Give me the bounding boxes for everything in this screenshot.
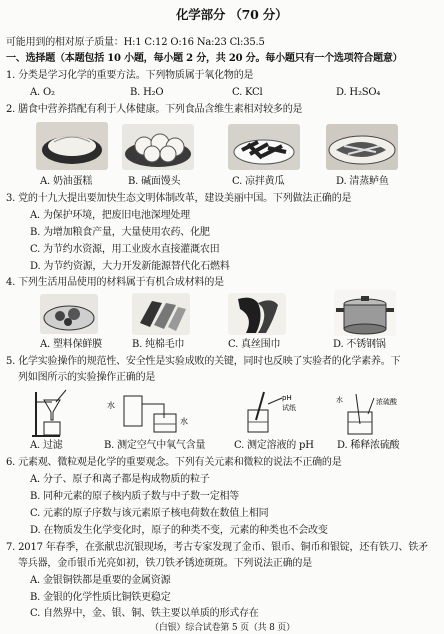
q5-stem-line2: 列如图所示的实验操作正确的是 <box>18 372 156 383</box>
q5-option-c: C. 测定溶液的 pH <box>234 440 314 451</box>
q6-option-c: C. 元素的原子序数与该元素原子核电荷数在数值上相同 <box>30 508 269 519</box>
q3-option-d: D. 为节约资源，大力开发新能源替代化石燃料 <box>30 261 230 272</box>
silk-scarf-image <box>228 293 286 335</box>
q2-option-b: B. 碱面馒头 <box>128 176 181 187</box>
steamed-fish-image <box>326 124 398 170</box>
steamed-bun-image <box>122 124 194 170</box>
section-heading: 一、选择题（本题包括 10 小题，每小题 2 分，共 20 分。每小题只有一个选项符合题意） <box>6 53 403 64</box>
q6-option-d: D. 在物质发生化学变化时，原子的种类不变，元素的种类也不会改变 <box>30 525 328 536</box>
q7-option-a: A. 金银铜铁都是重要的金属资源 <box>30 575 171 586</box>
q2-option-d: D. 清蒸鲈鱼 <box>336 176 389 187</box>
page-footer: （白银）综合试卷第 5 页（共 8 页） <box>150 623 295 633</box>
q3-option-a: A. 为保护环境，把废旧电池深埋处理 <box>30 210 190 221</box>
q4-option-a: A. 塑料保鲜膜 <box>40 339 102 350</box>
q4-option-d: D. 不锈钢锅 <box>333 339 386 350</box>
q5-option-a: A. 过滤 <box>30 440 63 451</box>
q7-option-c: C. 自然界中，金、银、铜、铁主要以单质的形式存在 <box>30 608 259 619</box>
q5-stem-line1: 5. 化学实验操作的规范性、安全性是实验成败的关键，同时也反映了实验者的化学素养。下 <box>6 356 401 367</box>
dilute-acid-figure <box>334 390 414 438</box>
oxygen-measurement-figure <box>104 388 188 436</box>
ph-test-figure <box>238 390 302 436</box>
q6-option-a: A. 分子、原子和离子都是构成物质的粒子 <box>30 474 210 485</box>
q2-stem: 2. 膳食中营养搭配有利于人体健康。下列食品含维生素相对较多的是 <box>6 104 303 115</box>
filtration-figure <box>30 388 78 438</box>
atomic-masses: 可能用到的相对原子质量：H:1 C:12 O:16 Na:23 Cl:35.5 <box>6 37 265 48</box>
q7-stem-line2: 等兵器，金币银币光亮如初，铁刀铁矛锈迹斑斑。下列说法正确的是 <box>18 558 312 569</box>
q4-stem: 4. 下列生活用品使用的材料属于有机合成材料的是 <box>6 277 224 288</box>
cotton-towel-image <box>132 293 190 335</box>
q3-option-b: B. 为增加粮食产量，大量使用农药、化肥 <box>30 227 210 238</box>
water-label: 水 <box>107 401 115 410</box>
q1-option-a: A. O₂ <box>30 87 55 98</box>
cucumber-image <box>228 124 300 170</box>
section-title: 化学部分 （70 分） <box>176 7 288 22</box>
q5-option-b: B. 测定空气中氧气含量 <box>104 440 206 451</box>
q1-option-c: C. KCl <box>232 87 263 98</box>
water-label-d: 水 <box>336 396 343 404</box>
q7-option-b: B. 金银的化学性质比铜铁更稳定 <box>30 592 171 603</box>
q7-stem-line1: 7. 2017 年春季，在张献忠沉银现场，考古专家发现了金币、银币、铜币和银锭，还有铁刀、铁矛 <box>6 542 428 553</box>
cling-film-image <box>40 294 98 334</box>
q6-stem: 6. 元素观、微粒观是化学的重要观念。下列有关元素和微粒的说法不正确的是 <box>6 457 342 468</box>
cake-image <box>36 122 108 170</box>
q4-option-b: B. 纯棉毛巾 <box>132 339 185 350</box>
q1-option-b: B. H₂O <box>130 87 164 98</box>
q3-option-c: C. 为节约水资源，用工业废水直接灌溉农田 <box>30 244 220 255</box>
q6-option-b: B. 同种元素的原子核内质子数与中子数一定相等 <box>30 491 240 502</box>
ph-label: pH <box>282 394 292 402</box>
q1-option-d: D. H₂SO₄ <box>336 87 381 98</box>
q4-option-c: C. 真丝围巾 <box>228 339 281 350</box>
q2-option-c: C. 凉拌黄瓜 <box>232 176 285 187</box>
conc-acid-label: 浓硫酸 <box>376 398 397 406</box>
q5-option-d: D. 稀释浓硫酸 <box>337 440 400 451</box>
q2-option-a: A. 奶油蛋糕 <box>40 176 93 187</box>
steel-pot-image <box>334 290 396 336</box>
q1-stem: 1. 分类是学习化学的重要方法。下列物质属于氧化物的是 <box>6 70 254 81</box>
test-paper-label: 试纸 <box>282 404 296 412</box>
q3-stem: 3. 党的十九大提出要加快生态文明体制改革，建设美丽中国。下列做法正确的是 <box>6 193 352 204</box>
water-label-right: 水 <box>180 417 188 426</box>
